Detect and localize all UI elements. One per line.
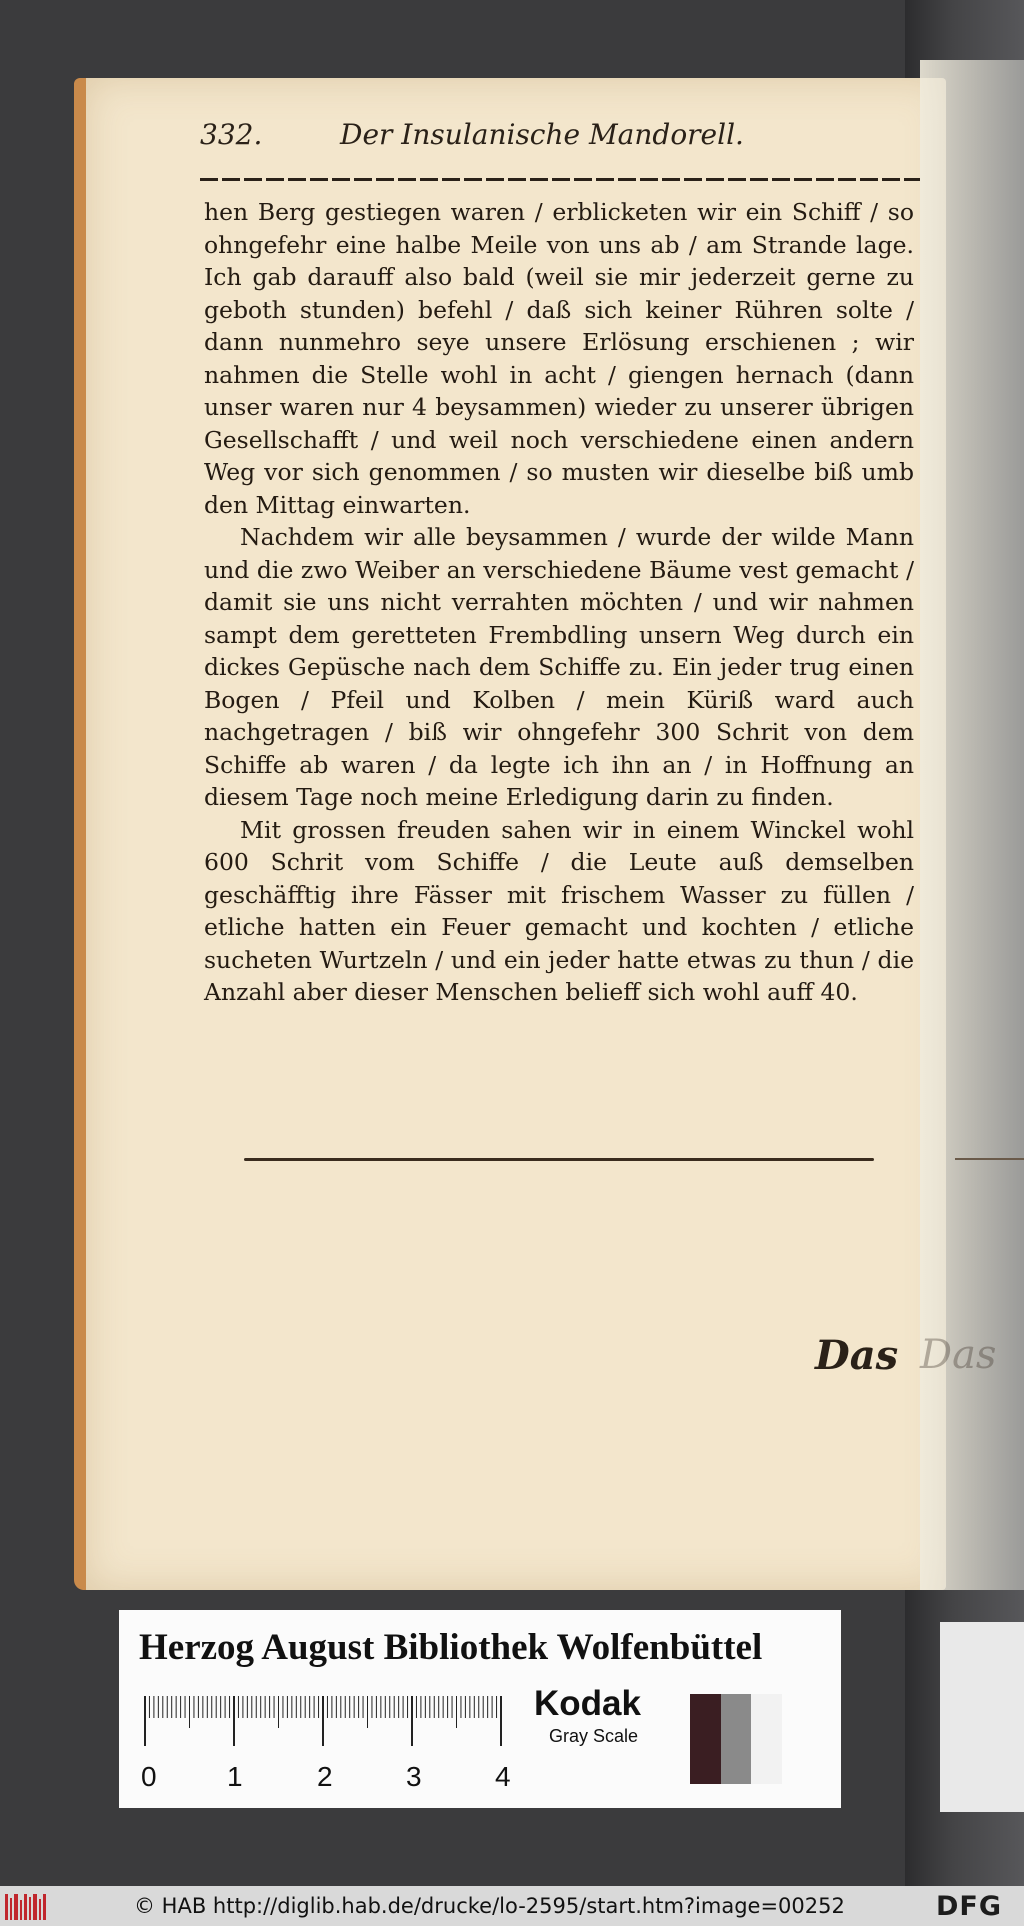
paragraph: Mit grossen freuden sahen wir in einem Winckel wohl 600 Schrit vom Schiffe / die Leute auß demselben geschäfftig ihre Fässer mit frischem Wasser zu füllen / etliche hatten ein Feuer gemacht und kochten / etliche sucheten Wurtzeln / und ein jeder hatte etwas zu thun / die Anzahl aber dieser Menschen belieff sich wohl auff 40.: [204, 815, 914, 1006]
scale-number: 1: [227, 1761, 243, 1792]
paragraph: hen Berg gestiegen waren / erblicketen wir ein Schiff / so ohngefehr eine halbe Meile von uns ab / am Strande lage. Ich gab darauff also bald (weil sie mir jederzeit gerne zu geboth stunden) befehl / daß sich keiner Rühren solte / dann nunmehro seye unsere Erlösung erschienen ; wir nahmen die Stelle wohl in acht / giengen hernach (dann unser waren nur 4 beysammen) wieder zu unserer übrigen Gesellschafft / und weil noch verschiedene einen andern Weg vor sich genommen / so musten wir dieselbe biß umb den Mittag einwarten.: [204, 198, 914, 519]
paragraph: Nachdem wir alle beysammen / wurde der wilde Mann und die zwo Weiber an verschiedene Bäume vest gemacht / damit sie uns nicht verrahten möchten / und wir nahmen sampt dem geretteten Frembdling unsern Weg durch ein dickes Gepüsche nach dem Schiffe zu. Ein jeder trug einen Bogen / Pfeil und Kolben / mein Küriß ward auch nachgetragen / biß wir ohngefehr 300 Schrit von dem Schiffe ab waren / da legte ich ihn an / in Hoffnung an diesem Tage noch meine Erledigung darin zu finden.: [204, 523, 914, 811]
catchword: Das: [815, 1332, 899, 1379]
gray-patch-light: [751, 1694, 782, 1784]
gray-patch-dark: [690, 1694, 721, 1784]
scale-number: 3: [406, 1761, 422, 1792]
footer-bar: [0, 1886, 1024, 1926]
scale-number: 4: [495, 1761, 511, 1792]
color-bar: [119, 1610, 841, 1808]
adjacent-color-card: [940, 1622, 1024, 1812]
scale-number: 2: [317, 1761, 333, 1792]
ruler-ticks: [145, 1696, 501, 1746]
scale-number: 0: [141, 1761, 157, 1792]
body-text: [204, 196, 914, 1009]
scale-ruler: [141, 1694, 521, 1794]
end-rule: [244, 1158, 874, 1161]
page-number: 332.: [200, 118, 263, 151]
grayscale-label: Gray Scale: [549, 1726, 639, 1746]
barcode-icon: [5, 1894, 49, 1920]
running-head-title: Der Insulanische Mandorell.: [340, 118, 744, 151]
gray-patches: [690, 1694, 782, 1784]
footer-copyright-link[interactable]: © HAB http://diglib.hab.de/drucke/lo-2595/start.htm?image=00252: [134, 1894, 845, 1918]
dfg-logo: DFG: [936, 1891, 1003, 1922]
kodak-logo: Kodak: [534, 1684, 641, 1723]
library-name: Herzog August Bibliothek Wolfenbüttel: [139, 1627, 763, 1668]
bleed-catchword: Das: [920, 1332, 997, 1378]
running-head: [200, 118, 780, 158]
end-rule-bleed: [955, 1158, 1024, 1160]
head-rule: [200, 178, 920, 181]
gray-patch-mid: [721, 1694, 752, 1784]
